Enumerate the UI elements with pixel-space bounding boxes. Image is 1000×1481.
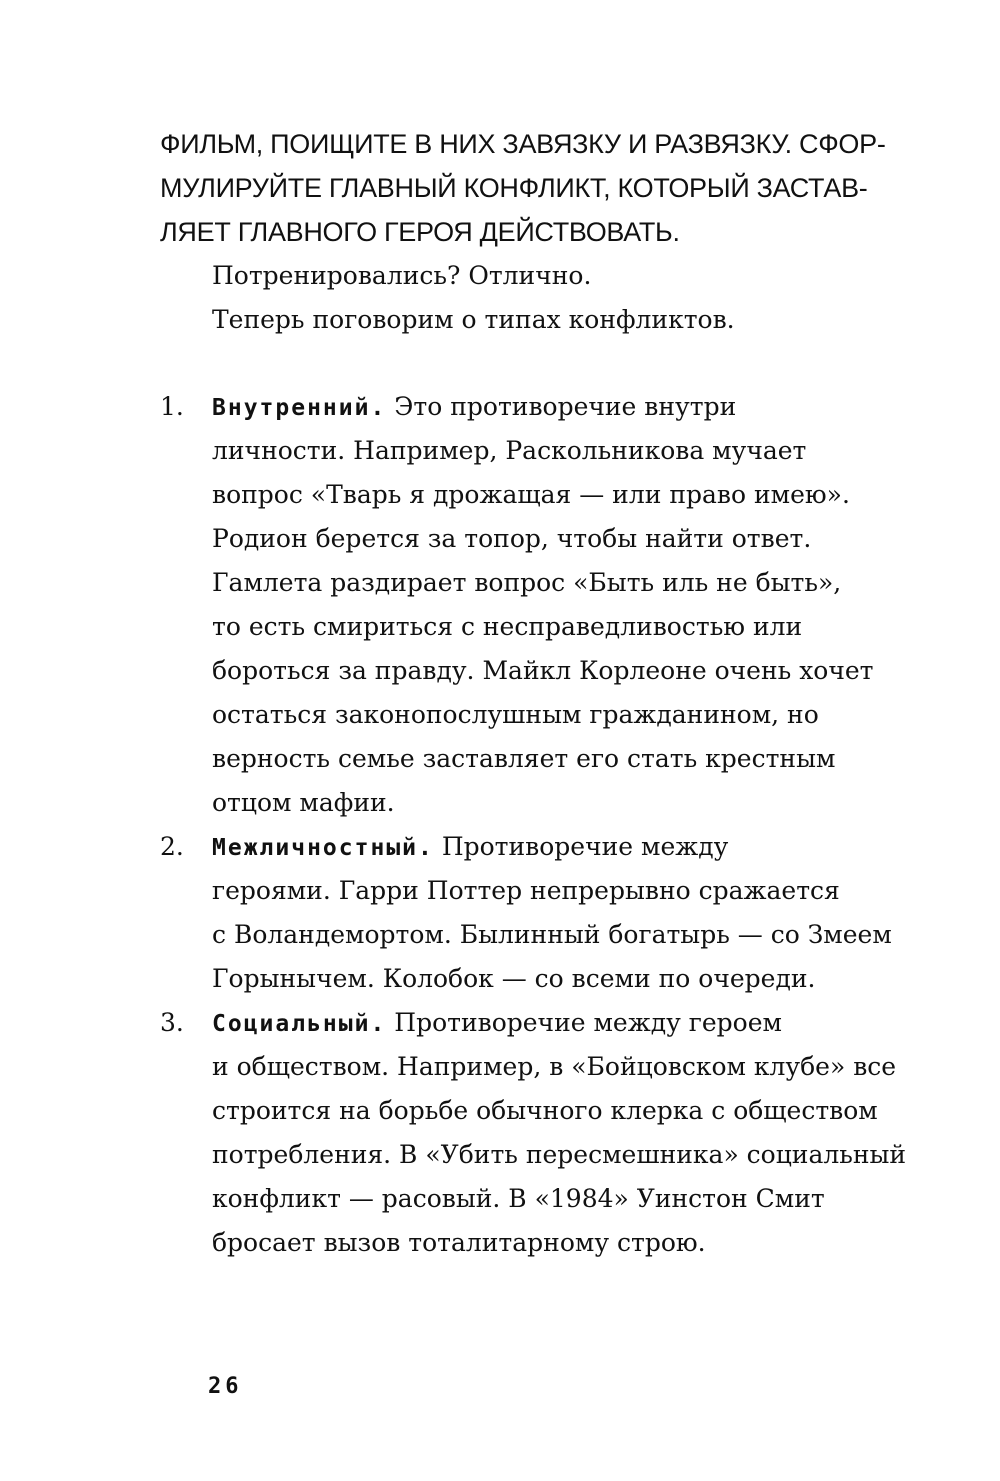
item-text: Это противоречие внутри [386,392,737,421]
list-item [160,825,950,1001]
exercise-line: ЛЯЕТ ГЛАВНОГО ГЕРОЯ ДЕЙСТВОВАТЬ. [160,217,680,247]
item-line: отцом мафии. [212,788,395,817]
conflict-term: Социальный. [212,1011,387,1037]
item-text: Противоречие между героем [386,1008,782,1037]
conflict-term: Межличностный. [212,835,434,861]
item-line: бороться за правду. Майкл Корлеоне очень хочет [212,656,874,685]
list-item [160,385,950,825]
item-line: то есть смириться с несправедливостью или [212,612,803,641]
item-line: Родион берется за топор, чтобы найти ответ. [212,524,812,553]
item-line: Горынычем. Колобок — со всеми по очереди. [212,964,816,993]
item-line: верность семье заставляет его стать крестным [212,744,836,773]
item-line: остаться законопослушным гражданином, но [212,700,819,729]
item-line: вопрос «Тварь я дрожащая — или право имею». [212,480,850,509]
exercise-line: ФИЛЬМ, ПОИЩИТЕ В НИХ ЗАВЯЗКУ И РАЗВЯЗКУ. СФОР- [160,129,886,159]
exercise-text [160,122,930,254]
item-line: Гамлета раздирает вопрос «Быть иль не быть», [212,568,842,597]
conflict-term: Внутренний. [212,395,387,421]
item-first-line [212,385,950,429]
item-line: личности. Например, Раскольникова мучает [212,436,807,465]
list-number: 3. [160,1008,184,1037]
item-line: строится на борьбе обычного клерка с обществом [212,1096,878,1125]
item-line: героями. Гарри Поттер непрерывно сражается [212,876,840,905]
list-number: 1. [160,392,184,421]
exercise-line: МУЛИРУЙТЕ ГЛАВНЫЙ КОНФЛИКТ, КОТОРЫЙ ЗАСТАВ- [160,173,868,203]
paragraph: Потренировались? Отлично. [212,261,592,290]
item-text: Противоречие между [433,832,729,861]
item-first-line [212,825,950,869]
list-item [160,1001,950,1265]
item-line: конфликт — расовый. В «1984» Уинстон Смит [212,1184,825,1213]
item-line: потребления. В «Убить пересмешника» социальный [212,1140,907,1169]
paragraph: Теперь поговорим о типах конфликтов. [212,305,735,334]
item-line: с Воландемортом. Былинный богатырь — со Змеем [212,920,892,949]
item-line: бросает вызов тоталитарному строю. [212,1228,706,1257]
item-first-line [212,1001,950,1045]
page-number: 26 [208,1374,243,1399]
item-line: и обществом. Например, в «Бойцовском клубе» все [212,1052,897,1081]
conflict-types-list [160,385,950,1265]
list-number: 2. [160,832,184,861]
